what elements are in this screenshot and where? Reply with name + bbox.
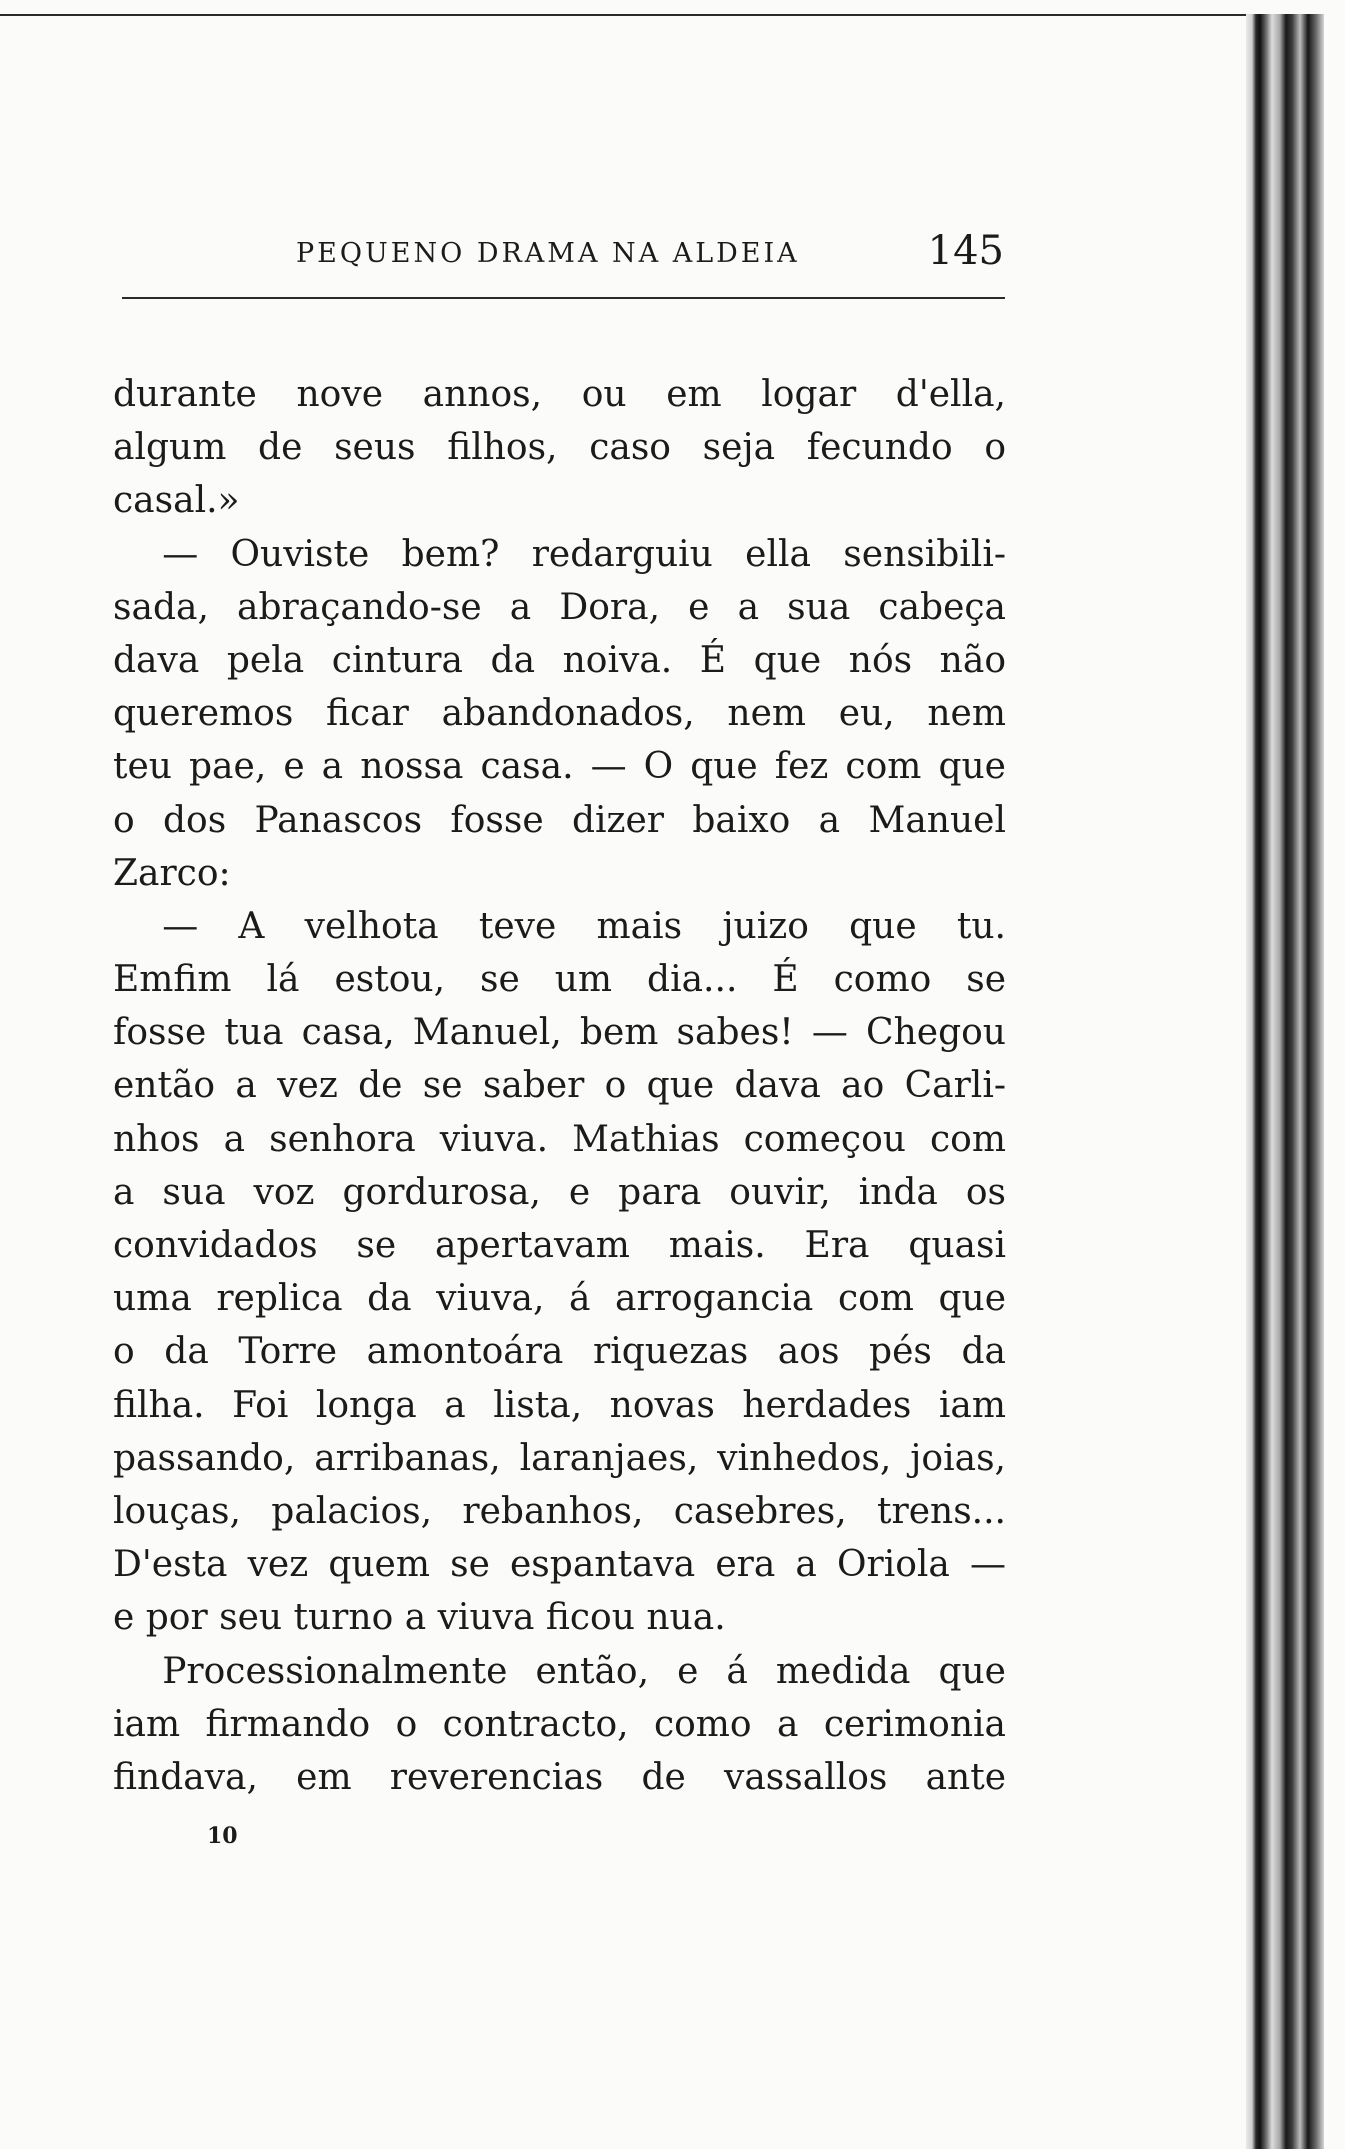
text-line: o dos Panascos fosse dizer baixo a Manuel [113, 799, 1006, 841]
running-head [118, 228, 1004, 284]
text-line: Emfim lá estou, se um dia... É como se [113, 959, 1006, 1001]
text-line: dava pela cintura da noiva. É que nós não [113, 639, 1006, 681]
text-line: — A velhota teve mais juizo que tu. [162, 905, 1006, 947]
text-line: iam firmando o contracto, como a cerimonia [113, 1703, 1006, 1745]
text-line: Processionalmente então, e á medida que [162, 1650, 1006, 1692]
signature-mark: 10 [207, 1823, 238, 1849]
page-top-edge [0, 14, 1250, 16]
header-rule [122, 297, 1005, 299]
text-line: nhos a senhora viuva. Mathias começou com [113, 1118, 1006, 1160]
text-line: e por seu turno a viuva ficou nua. [113, 1597, 726, 1639]
text-line: passando, arribanas, laranjaes, vinhedos, joias, [113, 1437, 1006, 1479]
text-line: filha. Foi longa a lista, novas herdades iam [113, 1384, 1006, 1426]
text-line: D'esta vez quem se espantava era a Oriola — [113, 1544, 1006, 1586]
text-line: casal.» [113, 480, 240, 522]
text-line: — Ouviste bem? redarguiu ella sensibili- [162, 533, 1006, 575]
text-line: fosse tua casa, Manuel, bem sabes! — Chegou [113, 1012, 1006, 1054]
text-line: findava, em reverencias de vassallos ante [113, 1756, 1006, 1798]
text-line: louças, palacios, rebanhos, casebres, trens... [113, 1490, 1006, 1532]
page-number: 145 [927, 228, 1004, 274]
text-line: durante nove annos, ou em logar d'ella, [113, 374, 1006, 415]
text-line: sada, abraçando-se a Dora, e a sua cabeça [113, 586, 1006, 628]
running-title: PEQUENO DRAMA NA ALDEIA [296, 238, 800, 269]
body-text [113, 368, 1006, 1804]
text-line: convidados se apertavam mais. Era quasi [113, 1225, 1006, 1266]
text-line: o da Torre amontoára riquezas aos pés da [113, 1331, 1006, 1373]
text-line: então a vez de se saber o que dava ao Carli- [113, 1065, 1006, 1107]
text-line: algum de seus filhos, caso seja fecundo o [113, 427, 1006, 469]
book-spine-shadow [1246, 14, 1324, 2149]
text-line: Zarco: [113, 852, 231, 894]
text-line: teu pae, e a nossa casa. — O que fez com que [113, 746, 1006, 788]
text-line: queremos ficar abandonados, nem eu, nem [113, 693, 1006, 735]
text-line: a sua voz gordurosa, e para ouvir, inda os [113, 1171, 1006, 1213]
text-line: uma replica da viuva, á arrogancia com que [113, 1278, 1006, 1320]
